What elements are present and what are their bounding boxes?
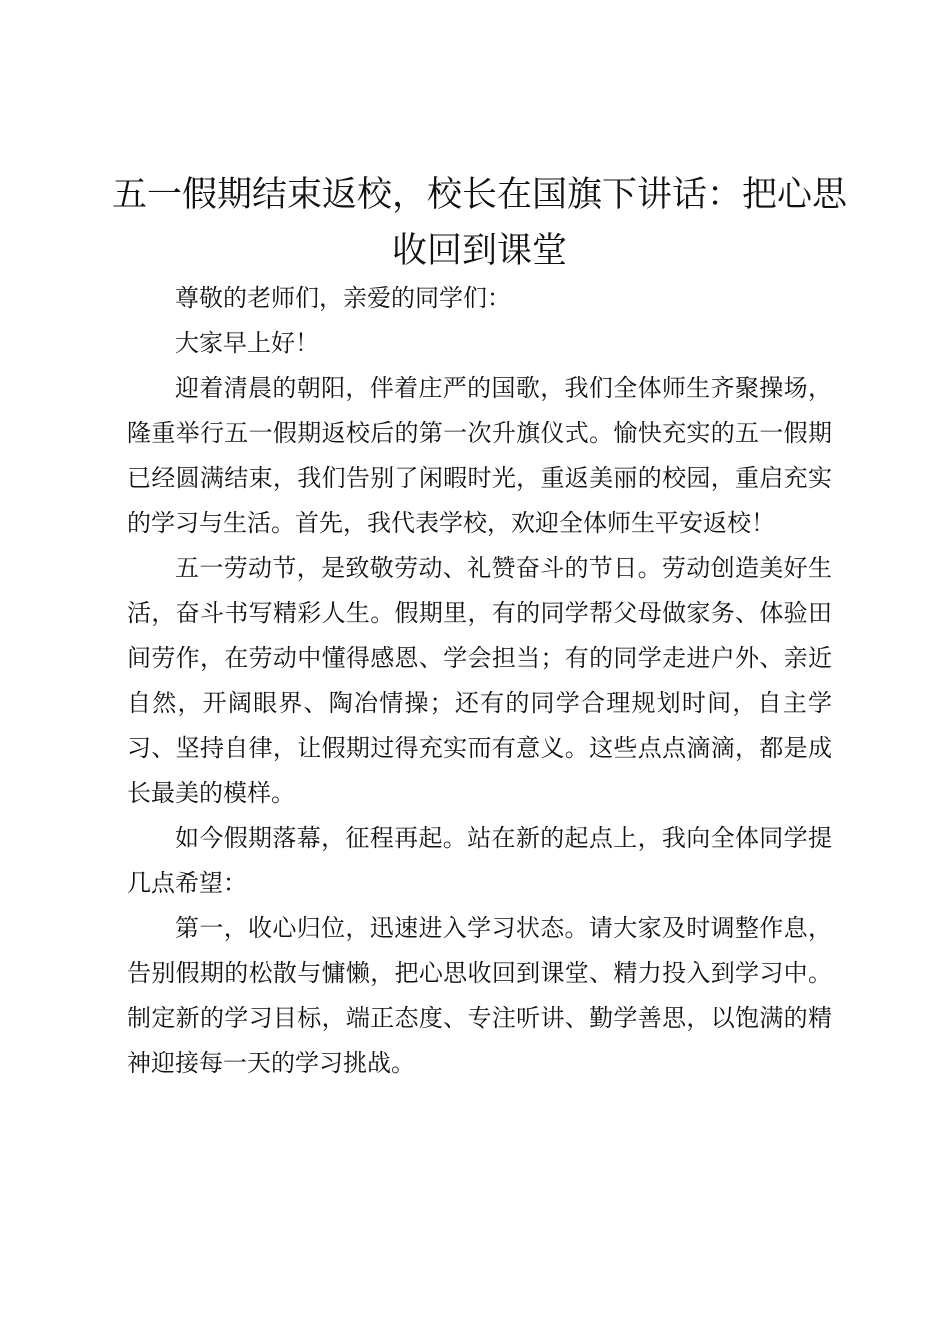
paragraph-hope-first: 第一，收心归位，迅速进入学习状态。请大家及时调整作息，告别假期的松散与慵懒，把心思收回到课堂、精力投入到学习中。制定新的学习目标，端正态度、专注听讲、勤学善思，以饱满的精神迎接每一天的学习挑战。	[127, 914, 832, 1077]
greeting: 大家早上好！	[175, 329, 319, 357]
paragraph-hopes-intro: 如今假期落幕，征程再起。站在新的起点上，我向全体同学提几点希望：	[127, 824, 832, 897]
salutation: 尊敬的老师们，亲爱的同学们：	[175, 284, 511, 312]
paragraph-labor-day: 五一劳动节，是致敬劳动、礼赞奋斗的节日。劳动创造美好生活，奋斗书写精彩人生。假期里，有的同学帮父母做家务、体验田间劳作，在劳动中懂得感恩、学会担当；有的同学走进户外、亲近自然，开阔眼界、陶冶情操；还有的同学合理规划时间，自主学习、坚持自律，让假期过得充实而有意义。这些点点滴滴，都是成长最美的模样。	[127, 554, 832, 807]
paragraph-opening: 迎着清晨的朝阳，伴着庄严的国歌，我们全体师生齐聚操场，隆重举行五一假期返校后的第一次升旗仪式。愉快充实的五一假期已经圆满结束，我们告别了闲暇时光，重返美丽的校园，重启充实的学习与生活。首先，我代表学校，欢迎全体师生平安返校！	[127, 374, 832, 537]
document-body	[127, 276, 832, 1086]
document-title: 五一假期结束返校，校长在国旗下讲话：把心思收回到课堂	[112, 175, 848, 271]
